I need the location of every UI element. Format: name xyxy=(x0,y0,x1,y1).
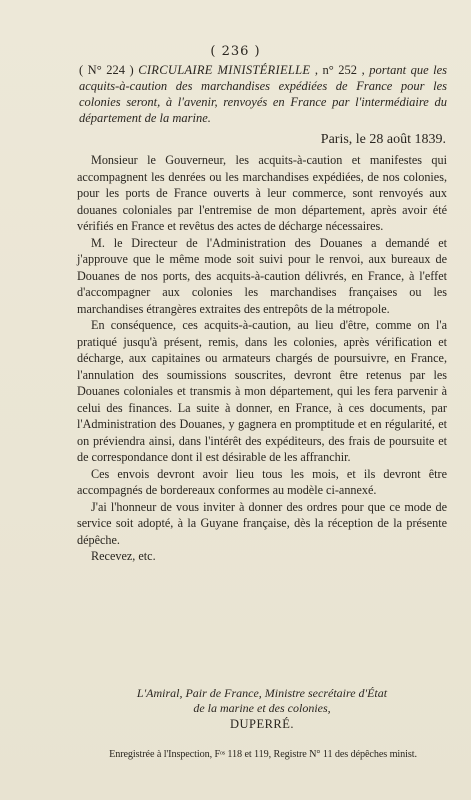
signature-name: DUPERRÉ. xyxy=(229,717,295,731)
letter-body xyxy=(77,152,447,565)
signature-title-line: de la marine et des colonies, xyxy=(193,701,331,715)
paragraph: Ces envois devront avoir lieu tous les mois, et ils devront être accompagnés de bordereaux conformes au modèle ci-annexé. xyxy=(77,466,447,497)
circular-header xyxy=(79,62,447,126)
paragraph: Recevez, etc. xyxy=(91,549,156,563)
paragraph: En conséquence, ces acquits-à-caution, au lieu d'être, comme on l'a pratiqué jusqu'à présent, remis, dans les colonies, après vérification et décharge, aux capitaines ou armateurs chargés de poursuivre, en France, l'annulation des soumissions souscrites, devront être retenus par les Douanes coloniales et transmis à mon département, qui les fera parvenir à celui des finances. La suite à donner, en France, à ces documents, par l'Administration des Douanes, y gagnera en promptitude et en régularité, et on préviendra ainsi, dans l'intérêt des expéditeurs, des frais de poursuite et de correspondance dont il est désirable de les affranchir. xyxy=(77,318,447,464)
circular-number: ( N° 224 ) xyxy=(79,63,134,77)
circular-subnumber: , n° 252 , xyxy=(314,63,365,77)
dateline: Paris, le 28 août 1839. xyxy=(320,132,446,147)
registration-note: Enregistrée à l'Inspection, Fᵒˢ 118 et 119, Registre N° 11 des dépêches minist. xyxy=(109,749,417,760)
circular-title: CIRCULAIRE MINISTÉRIELLE xyxy=(138,63,311,77)
paragraph: Monsieur le Gouverneur, les acquits-à-caution et manifestes qui accompagnent les denrées ou les marchandises expédiées, de nos colonies, pour les ports de France ouverts à leur commerce, sont renvoyés aux douanes coloniales par l'entremise de mon département, après avoir été vérifiés en France et revêtus des actes de décharge nécessaires. xyxy=(77,153,447,233)
signature-block xyxy=(77,686,447,732)
circular-description: portant que les acquits-à-caution des marchandises expédiées de France pour les colonies seront, à l'avenir, renvoyés en France par l'intermédiaire du département de la marine. xyxy=(79,63,448,125)
page-number: ( 236 ) xyxy=(210,44,261,59)
paragraph: M. le Directeur de l'Administration des Douanes a demandé et j'approuve que le même mode soit suivi pour le renvoi, aux bureaux de Douanes de nos ports, des acquits-à-caution délivrés, en France, à l'effet d'accompagner aux colonies les marchandises françaises ou les marchandises étrangères extraites des entrepôts de la métropole. xyxy=(77,235,447,316)
signature-title-line: L'Amiral, Pair de France, Ministre secrétaire d'État xyxy=(136,686,388,700)
paragraph: J'ai l'honneur de vous inviter à donner des ordres pour que ce mode de service soit adopté, à la Guyane française, dès la réception de la présente dépêche. xyxy=(77,499,447,547)
